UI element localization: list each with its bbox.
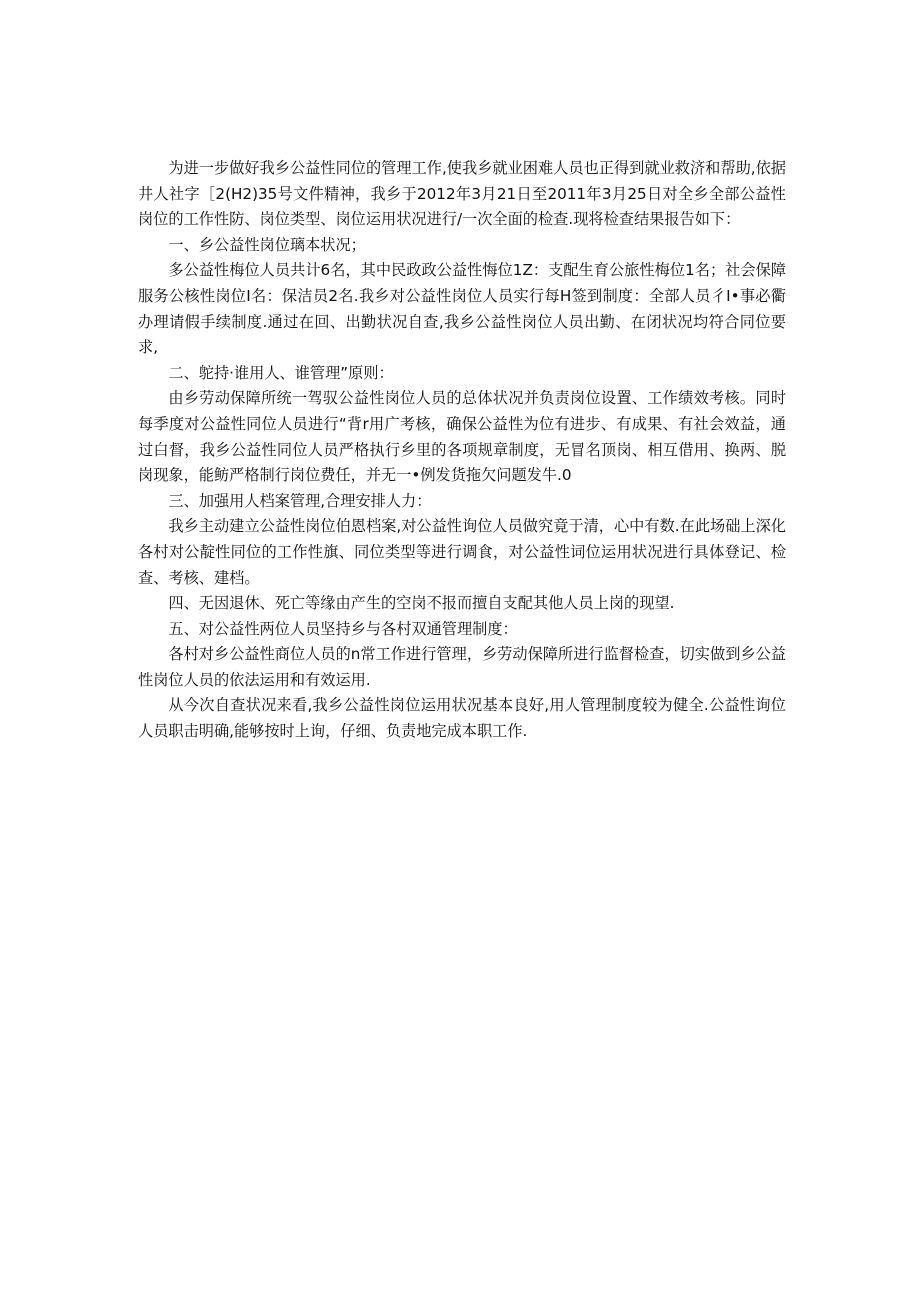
section-2-heading: 二、鸵持·谁用人、谁管理”原则： [168, 363, 394, 382]
section-3-paragraph: 我乡主动建立公益性岗位伯恩档案,对公益性询位人员做究竟于清，心中有数.在此场础上深化各村对公靛性同位的工作性旗、同位类型等进行调食，对公益性词位运用状况进行具体登记、检查、考核、建档。 [138, 517, 786, 587]
intro-paragraph: 为进一步做好我乡公益性同位的管理工作,使我乡就业困难人员也正得到就业救济和帮助,依据井人社字［2(H2)35号文件精神，我乡于2012年3月21日至2011年3月25日对全乡全部公益性岗位的工作性防、岗位类型、岗位运用状况进行/一次全面的检查.现将检查结果报告如下： [138, 159, 786, 229]
section-2-paragraph: 由乡劳动保障所统一驾驭公益性岗位人员的总体状况并负责岗位设置、工作绩效考核。同时每季度对公益性同位人员进行“背r用广考核，确保公益性为位有进步、有成果、有社会效益，通过白督，我乡公益性同位人员严格执行乡里的各项规章制度，无冒名顶岗、相互借用、换两、脱岗现象，能鲂严格制行岗位费任，并无一•例发货拖欠问题发牛.0 [138, 389, 786, 485]
document-body [138, 156, 786, 745]
conclusion-paragraph: 从今次自查状况来看,我乡公益性岗位运用状况基本良好,用人管理制度较为健全.公益性询位人员职击明确,能够按时上询，仔细、负责地完成本职工作. [138, 696, 786, 741]
section-5-heading: 五、对公益性两位人员坚持乡与各村双通管理制度： [168, 619, 518, 638]
section-5-paragraph: 各村对乡公益性商位人员的n常工作进行管理，乡劳动保障所进行监督检查，切实做到乡公益性岗位人员的依法运用和有效运用. [138, 645, 786, 689]
section-1-paragraph: 多公益性梅位人员共计6名，其中民政政公益性悔位1Z：支配生育公旅性梅位1名；社会保障服务公核性岗位I名：保洁员2名.我乡对公益性岗位人员实行每H签到制度：全部人员彳I•事必衢办理请假手续制度.通过在回、出勤状况自查,我乡公益性岗位人员出勤、在闭状况均符合同位要求, [138, 261, 786, 357]
section-1-heading: 一、乡公益性岗位璃本状况； [168, 235, 366, 254]
section-3-heading: 三、加强用人档案管理,合理安排人力： [168, 491, 432, 510]
section-4-heading: 四、无因退休、死亡等缘由产生的空岗不报而擅自支配其他人员上岗的现望. [168, 594, 675, 613]
